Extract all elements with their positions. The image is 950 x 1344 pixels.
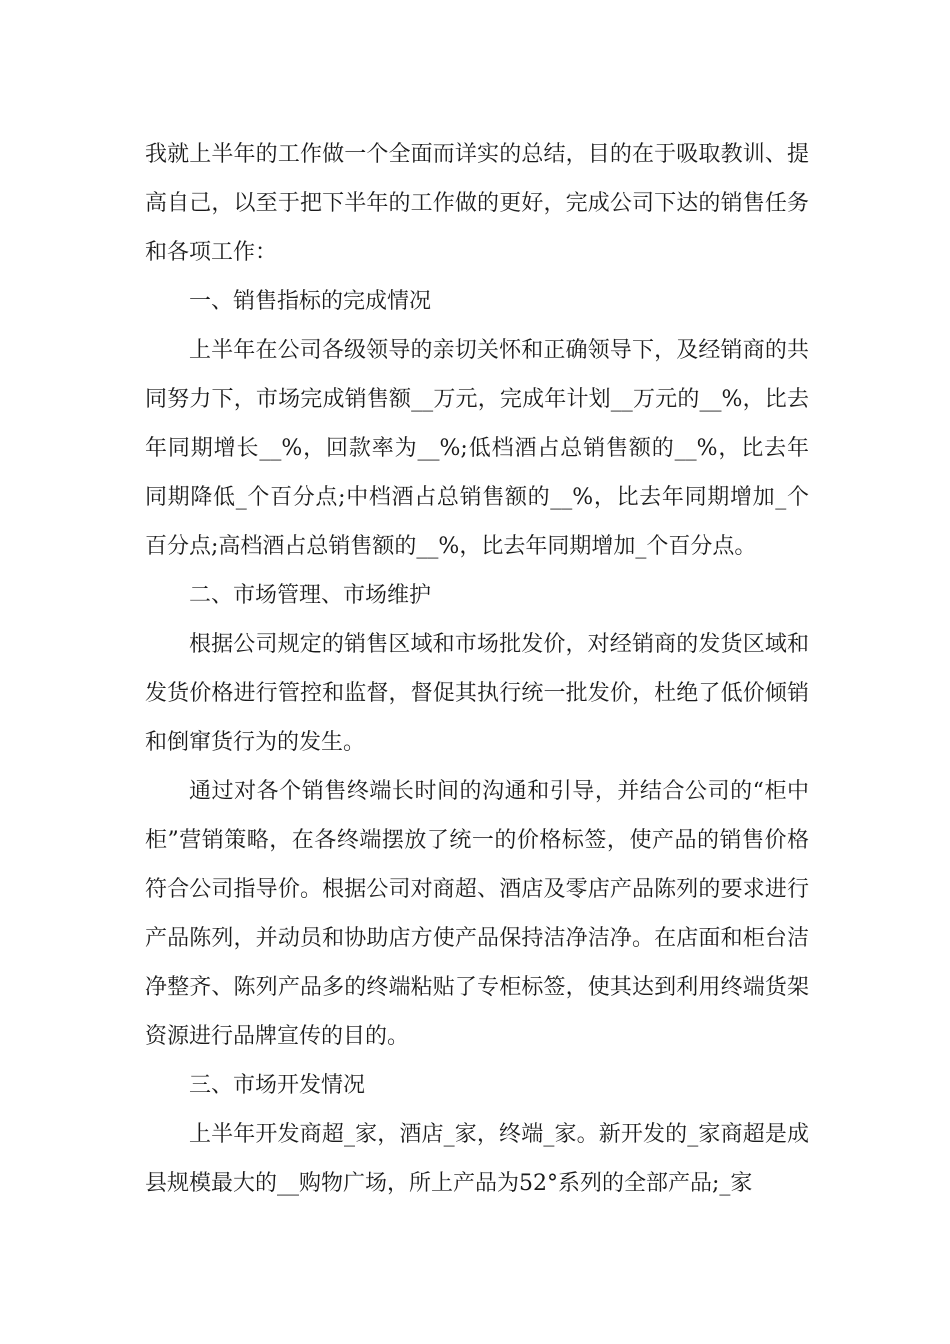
section-heading-market-development: 三、市场开发情况 — [189, 1073, 366, 1098]
section-heading-sales-targets: 一、销售指标的完成情况 — [189, 289, 432, 314]
section-heading-market-management: 二、市场管理、市场维护 — [189, 583, 432, 608]
paragraph-sales-targets: 上半年在公司各级领导的亲切关怀和正确领导下，及经销商的共同努力下，市场完成销售额__万元，完成年计划__万元的__%，比去年同期增长__%，回款率为__%;低档酒占总销售额的__%，比去年同期降低_个百分点;中档酒占总销售额的__%，比去年同期增加_个百分点;高档酒占总销售额的__%，比去年同期增加_个百分点。 — [145, 338, 809, 559]
paragraph-market-management-terminals: 通过对各个销售终端长时间的沟通和引导，并结合公司的“柜中柜”营销策略，在各终端摆放了统一的价格标签，使产品的销售价格符合公司指导价。根据公司对商超、酒店及零店产品陈列的要求进行产品陈列，并动员和协助店方使产品保持洁净洁净。在店面和柜台洁净整齐、陈列产品多的终端粘贴了专柜标签，使其达到利用终端货架资源进行品牌宣传的目的。 — [145, 779, 809, 1049]
paragraph-market-management-pricing: 根据公司规定的销售区域和市场批发价，对经销商的发货区域和发货价格进行管控和监督，督促其执行统一批发价，杜绝了低价倾销和倒窜货行为的发生。 — [145, 632, 809, 755]
paragraph-intro: 我就上半年的工作做一个全面而详实的总结，目的在于吸取教训、提高自己，以至于把下半年的工作做的更好，完成公司下达的销售任务和各项工作： — [145, 142, 809, 265]
paragraph-market-development: 上半年开发商超_家，酒店_家，终端_家。新开发的_家商超是成县规模最大的__购物广场，所上产品为52°系列的全部产品;_家 — [145, 1122, 809, 1196]
document-body — [145, 130, 809, 1208]
